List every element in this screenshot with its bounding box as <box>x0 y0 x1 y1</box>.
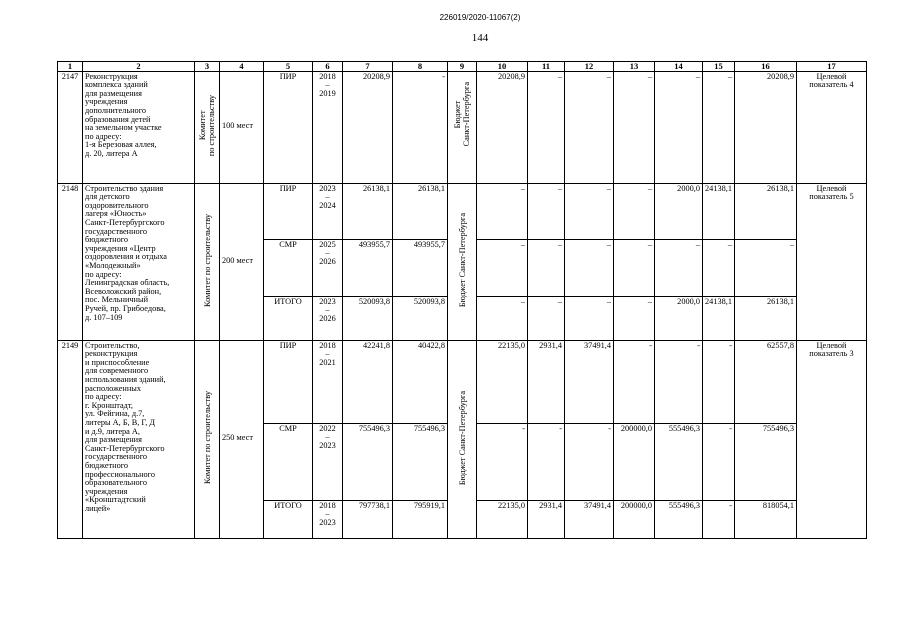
value-col10: - <box>477 423 528 500</box>
value-col13: – <box>614 71 655 183</box>
value-col7: 26138,1 <box>343 183 393 239</box>
object-description <box>83 71 195 183</box>
table-row <box>58 183 867 239</box>
year-line: 2019 <box>319 88 336 98</box>
year-line: – <box>325 192 330 202</box>
value-col7: 493955,7 <box>343 239 393 296</box>
value-col16: 26138,1 <box>735 296 797 340</box>
value-col15: 24138,1 <box>703 183 735 239</box>
value-col11: – <box>528 239 565 296</box>
funding-line: Бюджет <box>453 99 462 128</box>
column-header: 6 <box>313 62 343 72</box>
value-col10: – <box>477 183 528 239</box>
value-col15: - <box>703 500 735 538</box>
funding-line: Бюджет Санкт-Петербурга <box>457 213 467 308</box>
value-col12: – <box>565 239 614 296</box>
description-line: оздоровительного <box>85 200 149 210</box>
description-line: Ленинградская область, <box>85 278 170 288</box>
value-col14: – <box>655 239 703 296</box>
customer-cell <box>195 340 220 538</box>
description-line: комплекса зданий <box>85 80 148 90</box>
row-id: 2147 <box>58 71 83 183</box>
funding-cell <box>448 71 477 183</box>
target-indicator: Целевой показатель 4 <box>797 71 867 183</box>
description-line: лагеря «Юность» <box>85 209 147 219</box>
customer-cell <box>195 183 220 340</box>
value-col14: 2000,0 <box>655 183 703 239</box>
value-col12: – <box>565 71 614 183</box>
value-col12: – <box>565 296 614 340</box>
value-col13: - <box>614 340 655 423</box>
description-line: ул. Фейгина, д.7, <box>85 409 145 419</box>
value-col14: – <box>655 71 703 183</box>
stage-type: ПИР <box>264 183 313 239</box>
year-line: 2026 <box>319 256 336 266</box>
value-col15: – <box>703 239 735 296</box>
description-line: профессионального <box>85 469 156 479</box>
stage-years <box>313 183 343 239</box>
description-line: Санкт-Петербургского <box>85 217 165 227</box>
year-line: 2021 <box>319 357 336 367</box>
description-line: Санкт-Петербургского <box>85 443 165 453</box>
value-col14: 2000,0 <box>655 296 703 340</box>
value-col11: 2931,4 <box>528 340 565 423</box>
year-line: 2018 <box>319 71 336 81</box>
year-line: – <box>325 509 330 519</box>
funding-line: Санкт-Петербурга <box>462 81 471 146</box>
description-line: образовательного <box>85 478 148 488</box>
value-col12: 37491,4 <box>565 340 614 423</box>
value-col10: 20208,9 <box>477 71 528 183</box>
value-col13: – <box>614 239 655 296</box>
year-line: – <box>325 349 330 359</box>
value-col14: 555496,3 <box>655 500 703 538</box>
stage-years <box>313 71 343 183</box>
description-line: и д.9, литера А, <box>85 426 140 436</box>
funding-label <box>453 82 471 146</box>
value-col15: - <box>703 423 735 500</box>
column-header: 13 <box>614 62 655 72</box>
column-header: 11 <box>528 62 565 72</box>
stage-type: ИТОГО <box>264 500 313 538</box>
description-line: Всеволожский район, <box>85 286 162 296</box>
value-col11: 2931,4 <box>528 500 565 538</box>
column-header: 9 <box>448 62 477 72</box>
description-line: дополнительного <box>85 105 147 115</box>
year-line: 2018 <box>319 340 336 350</box>
value-col11: – <box>528 71 565 183</box>
value-col13: – <box>614 296 655 340</box>
description-line: учреждения «Центр <box>85 243 156 253</box>
description-line: г. Кронштадт, <box>85 400 133 410</box>
value-col11: – <box>528 183 565 239</box>
column-header: 10 <box>477 62 528 72</box>
capacity-cell: 100 мест <box>220 71 264 183</box>
value-col15: – <box>703 71 735 183</box>
value-col16: 818054,1 <box>735 500 797 538</box>
stage-years <box>313 423 343 500</box>
description-line: пос. Мельничный <box>85 295 149 305</box>
value-col11: - <box>528 423 565 500</box>
stage-type: ПИР <box>264 340 313 423</box>
column-header: 14 <box>655 62 703 72</box>
value-col7: 42241,8 <box>343 340 393 423</box>
year-line: 2026 <box>319 313 336 323</box>
value-col8: 795919,1 <box>393 500 448 538</box>
capacity-cell: 250 мест <box>220 340 264 538</box>
header-row <box>58 62 867 72</box>
value-col12: - <box>565 423 614 500</box>
year-line: 2024 <box>319 200 336 210</box>
customer-line: Комитет по строительству <box>202 213 212 307</box>
value-col8: - <box>393 71 448 183</box>
description-line: по адресу: <box>85 269 122 279</box>
stage-years <box>313 239 343 296</box>
customer-label <box>203 391 212 484</box>
funding-cell <box>448 340 477 538</box>
value-col16: 755496,3 <box>735 423 797 500</box>
year-line: 2023 <box>319 296 336 306</box>
value-col14: - <box>655 340 703 423</box>
description-line: литеры А, Б, В, Г, Д <box>85 417 156 427</box>
funding-label <box>458 213 467 307</box>
stage-type: ИТОГО <box>264 296 313 340</box>
value-col10: 22135,0 <box>477 500 528 538</box>
stage-years <box>313 296 343 340</box>
year-line: – <box>325 432 330 442</box>
description-line: д. 107–109 <box>85 312 123 322</box>
description-line: государственного <box>85 226 148 236</box>
description-line: для размещения <box>85 435 142 445</box>
funding-label <box>458 391 467 485</box>
description-line: по адресу: <box>85 131 122 141</box>
data-table <box>57 61 867 539</box>
description-line: бюджетного <box>85 235 129 245</box>
column-header: 5 <box>264 62 313 72</box>
target-indicator: Целевой показатель 5 <box>797 183 867 340</box>
customer-cell <box>195 71 220 183</box>
description-line: по адресу: <box>85 392 122 402</box>
funding-line: Бюджет Санкт-Петербурга <box>457 390 467 485</box>
year-line: 2022 <box>319 423 336 433</box>
customer-line: Комитет по строительству <box>202 391 212 485</box>
column-header: 3 <box>195 62 220 72</box>
object-description <box>83 340 195 538</box>
column-header: 12 <box>565 62 614 72</box>
customer-label <box>198 95 216 156</box>
stage-type: СМР <box>264 239 313 296</box>
column-header: 8 <box>393 62 448 72</box>
description-line: бюджетного <box>85 460 129 470</box>
description-line: д. 20, литера А <box>85 148 138 158</box>
value-col15: 24138,1 <box>703 296 735 340</box>
year-line: 2025 <box>319 239 336 249</box>
value-col16: 62557,8 <box>735 340 797 423</box>
row-id: 2148 <box>58 183 83 340</box>
stage-type: СМР <box>264 423 313 500</box>
year-line: – <box>325 80 330 90</box>
value-col10: 22135,0 <box>477 340 528 423</box>
description-line: использования зданий, <box>85 374 166 384</box>
description-line: на земельном участке <box>85 123 162 133</box>
year-line: 2023 <box>319 440 336 450</box>
value-col7: 797738,1 <box>343 500 393 538</box>
value-col8: 755496,3 <box>393 423 448 500</box>
description-line: учреждения <box>85 97 128 107</box>
year-line: – <box>325 248 330 258</box>
description-line: и приспособление <box>85 357 150 367</box>
description-line: Ручей, пр. Грибоедова, <box>85 303 166 313</box>
value-col16: – <box>735 239 797 296</box>
value-col8: 520093,8 <box>393 296 448 340</box>
column-header: 7 <box>343 62 393 72</box>
value-col16: 20208,9 <box>735 71 797 183</box>
description-line: для размещения <box>85 88 142 98</box>
customer-line: Комитет <box>198 110 207 141</box>
description-line: Строительство, <box>85 340 140 350</box>
value-col12: 37491,4 <box>565 500 614 538</box>
description-line: образования детей <box>85 114 151 124</box>
column-header: 1 <box>58 62 83 72</box>
value-col8: 26138,1 <box>393 183 448 239</box>
value-col10: – <box>477 239 528 296</box>
year-line: – <box>325 305 330 315</box>
value-col7: 520093,8 <box>343 296 393 340</box>
description-line: учреждения <box>85 486 128 496</box>
value-col8: 493955,7 <box>393 239 448 296</box>
stage-years <box>313 500 343 538</box>
value-col12: – <box>565 183 614 239</box>
stage-years <box>313 340 343 423</box>
value-col13: – <box>614 183 655 239</box>
value-col13: 200000,0 <box>614 423 655 500</box>
customer-line: по строительству <box>207 95 216 157</box>
column-header: 2 <box>83 62 195 72</box>
description-line: 1-я Березовая аллея, <box>85 140 157 150</box>
description-line: расположенных <box>85 383 141 393</box>
value-col11: – <box>528 296 565 340</box>
target-indicator: Целевой показатель 3 <box>797 340 867 538</box>
value-col7: 20208,9 <box>343 71 393 183</box>
column-header: 4 <box>220 62 264 72</box>
year-line: 2023 <box>319 183 336 193</box>
year-line: 2018 <box>319 500 336 510</box>
value-col16: 26138,1 <box>735 183 797 239</box>
description-line: для детского <box>85 192 130 202</box>
row-id: 2149 <box>58 340 83 538</box>
description-line: «Кронштадтский <box>85 495 146 505</box>
value-col13: 200000,0 <box>614 500 655 538</box>
stage-type: ПИР <box>264 71 313 183</box>
year-line: 2023 <box>319 517 336 527</box>
column-header: 15 <box>703 62 735 72</box>
description-line: Строительство здания <box>85 183 164 193</box>
value-col10: – <box>477 296 528 340</box>
description-line: государственного <box>85 452 148 462</box>
value-col8: 40422,8 <box>393 340 448 423</box>
table-row <box>58 71 867 183</box>
column-header: 16 <box>735 62 797 72</box>
column-header: 17 <box>797 62 867 72</box>
value-col7: 755496,3 <box>343 423 393 500</box>
description-line: оздоровления и отдыха <box>85 252 167 262</box>
description-line: реконструкция <box>85 349 138 359</box>
value-col15: - <box>703 340 735 423</box>
document-number: 226019/2020-11067(2) <box>439 13 521 22</box>
description-line: для современного <box>85 366 149 376</box>
page-number: 144 <box>471 32 489 44</box>
description-line: лицей» <box>85 503 111 513</box>
object-description <box>83 183 195 340</box>
funding-cell <box>448 183 477 340</box>
capacity-cell: 200 мест <box>220 183 264 340</box>
table-row <box>58 340 867 423</box>
value-col14: 555496,3 <box>655 423 703 500</box>
customer-label <box>203 214 212 307</box>
description-line: «Молодежный» <box>85 260 141 270</box>
description-line: Реконструкция <box>85 71 138 81</box>
